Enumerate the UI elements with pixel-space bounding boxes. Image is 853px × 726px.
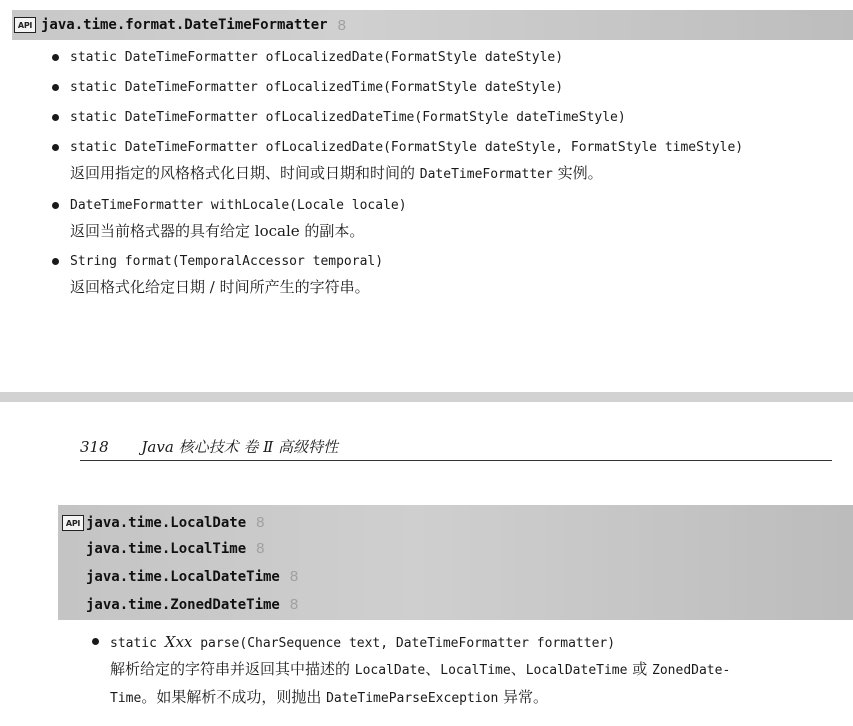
class-name: java.time.LocalDate: [86, 515, 247, 531]
desc-text: 或: [627, 660, 653, 678]
bullet-icon: [52, 258, 59, 265]
api-banner-localdate: [58, 505, 853, 620]
method-description: [110, 656, 840, 712]
method-entry: [50, 194, 840, 244]
class-name: java.time.LocalTime: [86, 541, 247, 557]
version-label: 8: [256, 540, 265, 557]
desc-text: 返回用指定的风格格式化日期、时间或日期和时间的: [70, 164, 420, 182]
method-list: [50, 46, 840, 306]
bullet-icon: [92, 638, 99, 645]
method-signature: static DateTimeFormatter ofLocalizedTime(FormatStyle dateStyle): [70, 80, 564, 95]
version-label: 8: [337, 16, 346, 34]
method-signature: [110, 630, 840, 656]
method-entry: [50, 106, 840, 130]
class-row: [86, 564, 298, 588]
method-signature: static DateTimeFormatter ofLocalizedDate(FormatStyle dateStyle): [70, 50, 564, 65]
api-icon: API: [14, 17, 36, 33]
desc-code: LocalTime: [440, 663, 511, 678]
bullet-icon: [52, 84, 59, 91]
method-signature: static DateTimeFormatter ofLocalizedDate(FormatStyle dateStyle, FormatStyle timeStyle): [70, 140, 744, 155]
method-signature: DateTimeFormatter withLocale(Locale locale): [70, 198, 407, 213]
method-entry: [50, 136, 840, 188]
bullet-icon: [52, 114, 59, 121]
desc-text: 解析给定的字符串并返回其中描述的: [110, 660, 355, 678]
desc-text: 返回当前格式器的具有给定: [70, 222, 255, 240]
page-separator: [0, 392, 853, 402]
method-entry: [50, 46, 840, 70]
method-signature: static DateTimeFormatter ofLocalizedDateTime(FormatStyle dateTimeStyle): [70, 110, 626, 125]
api-icon: API: [62, 515, 84, 531]
desc-sep: 、: [425, 660, 441, 678]
bullet-icon: [52, 202, 59, 209]
sig-text: static: [110, 636, 165, 651]
method-list: [90, 630, 840, 718]
desc-sep: 、: [510, 660, 526, 678]
desc-code: DateTimeFormatter: [419, 167, 553, 182]
method-description: [70, 218, 840, 244]
version-label: 8: [289, 568, 299, 585]
method-entry: [50, 76, 840, 100]
method-description: 返回格式化给定日期 / 时间所产生的字符串。: [70, 278, 370, 296]
version-label: 8: [256, 514, 265, 531]
bullet-icon: [52, 54, 59, 61]
method-entry: [50, 250, 840, 300]
book-title: Java 核心技术 卷 Ⅱ 高级特性: [141, 438, 339, 456]
class-name: java.time.format.DateTimeFormatter: [41, 17, 328, 33]
desc-word: locale: [254, 222, 300, 240]
api-banner-datetimeformatter: [12, 10, 853, 40]
desc-code: LocalDate: [354, 663, 426, 678]
sig-text: parse(CharSequence text, DateTimeFormatter formatter): [192, 636, 616, 651]
desc-code: ZonedDate-: [652, 663, 731, 678]
method-signature: String format(TemporalAccessor temporal): [70, 254, 384, 269]
class-row: [86, 536, 265, 560]
desc-code: LocalDateTime: [525, 663, 628, 678]
running-head: [80, 436, 832, 461]
class-name: java.time.LocalDateTime: [86, 569, 280, 585]
desc-text: 异常。: [498, 688, 549, 706]
bullet-icon: [52, 144, 59, 151]
desc-code: Time: [110, 691, 142, 706]
desc-text: 的副本。: [299, 222, 365, 240]
desc-text: 实例。: [552, 164, 603, 182]
class-name: java.time.ZonedDateTime: [86, 597, 280, 613]
method-description: [70, 160, 840, 188]
method-entry: [90, 630, 840, 712]
class-row: [86, 592, 298, 616]
version-label: 8: [289, 596, 299, 613]
desc-text: 。如果解析不成功，则抛出: [141, 688, 327, 706]
class-row: [86, 510, 265, 534]
sig-type: Xxx: [164, 633, 193, 651]
page-number: 318: [80, 438, 109, 456]
desc-code: DateTimeParseException: [326, 691, 499, 706]
